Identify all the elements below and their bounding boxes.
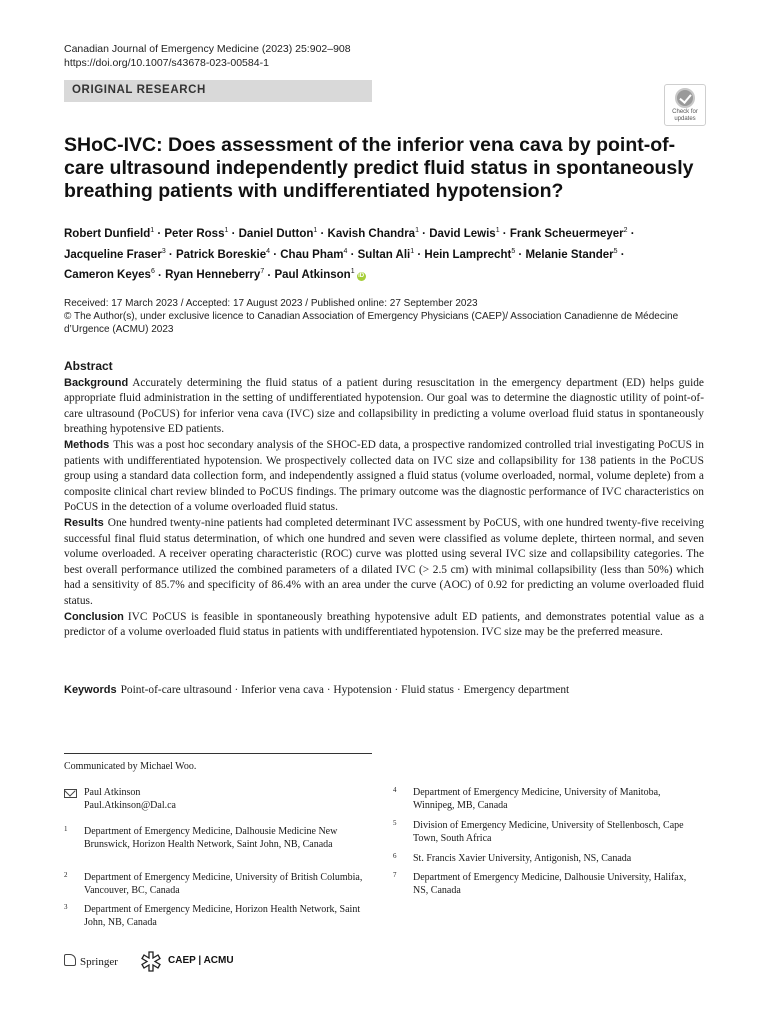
envelope-icon [64, 789, 77, 798]
abstract-heading: Abstract [64, 359, 113, 373]
author[interactable]: Hein Lamprecht$^5$ [424, 247, 516, 261]
keywords-text: Point-of-care ultrasound · Inferior vena cava · Hypotension · Fluid status · Emergency department [120, 684, 570, 696]
check-updates-line-2: updates [674, 116, 696, 122]
article-title: SHoC-IVC: Does assessment of the inferior vena cava by point-of-care ultrasound independently predict fluid status in spontaneously breathing patients with undifferentiated hypotension? [64, 134, 694, 202]
results-heading: Results [64, 516, 104, 529]
affiliation-6: 6 St. Francis Xavier University, Antigonish, NS, Canada [393, 852, 632, 864]
keywords [64, 683, 704, 698]
caep-acmu-label: CAEP | ACMU [168, 955, 234, 966]
author[interactable]: Patrick Boreskie$^4$ [175, 247, 270, 261]
author[interactable]: Cameron Keyes$^6$ [64, 268, 155, 282]
abstract [64, 359, 704, 641]
corresponding-email[interactable]: Paul.Atkinson@Dal.ca [84, 800, 176, 811]
corresponding-name: Paul Atkinson [84, 787, 141, 798]
author[interactable]: David Lewis$^1$ [429, 227, 500, 240]
check-updates-icon [675, 88, 695, 108]
footnote-divider [64, 753, 372, 754]
author[interactable]: Ryan Henneberry$^7$ [165, 268, 265, 282]
corresponding-author [64, 786, 364, 812]
received-line: Received: 17 March 2023 / Accepted: 17 August 2023 / Published online: 27 September 2023 [64, 298, 478, 309]
author[interactable]: Peter Ross$^1$ [164, 227, 229, 240]
check-for-updates-badge[interactable] [664, 84, 706, 126]
author[interactable]: Chau Pham$^4$ [280, 247, 348, 261]
author[interactable]: Robert Dunfield$^1$ [64, 227, 155, 240]
abstract-conclusion: Conclusion IVC PoCUS is feasible in spontaneously breathing hypotensive adult ED patients, and demonstrates potential value as a predictor of a volume overloaded fluid status in patients with undifferentiated hypotension. IVC size may be the preferred measure. [64, 610, 704, 639]
affiliation-2: 2 Department of Emergency Medicine, University of British Columbia, Vancouver, BC, Canada [64, 871, 363, 896]
author[interactable]: Daniel Dutton$^1$ [238, 227, 318, 240]
publication-dates [64, 297, 704, 336]
orcid-icon[interactable]: iD [358, 273, 365, 280]
affiliation-5: 5 Division of Emergency Medicine, University of Stellenbosch, Cape Town, South Africa [393, 819, 684, 844]
caep-star-of-life-icon [136, 950, 166, 972]
journal-line: Canadian Journal of Emergency Medicine (2023) 25:902–908 [64, 43, 351, 55]
communicated-by: Communicated by Michael Woo. [64, 761, 197, 772]
abstract-methods: Methods This was a post hoc secondary analysis of the SHOC-ED data, a prospective randomized controlled trial investigating PoCUS in patients with undifferentiated hypotension. We prospectively collected data on IVC size and collapsibility for 138 patients in the PoCUS group using a standard data collection form, and independently assigned a fluid status (volume overloaded, normal, volume deplete) from a composite clinical chart review blinded to PoCUS findings. The primary outcome was the diagnostic performance of IVC characteristics on PoCUS in the detection of a volume overloaded fluid status. [64, 438, 704, 514]
journal-citation [64, 42, 351, 70]
author[interactable]: Jacqueline Fraser$^3$ [64, 247, 166, 261]
abstract-background: Background Accurately determining the fluid status of a patient during resuscitation in the emergency department (ED) helps guide appropriate fluid administration in the setting of undifferentiated hypotension. Our goal was to determine the diagnostic utility of point-of-care ultrasound (PoCUS) for inferior vena cava (IVC) size and collapsibility in predicting a volume overload fluid status in spontaneously breathing hypotensive ED patients. [64, 376, 704, 436]
check-updates-line-1: Check for [672, 109, 698, 115]
copyright-line: © The Author(s), under exclusive licence to Canadian Association of Emergency Physicians (CAEP)/ Association Canadienne de Médecine d’Urgence (ACMU) 2023 [64, 311, 679, 335]
author-list: Robert Dunfield$^1$ · Peter Ross$^1$ · Daniel Dutton$^1$ · Kavish Chandra$^1$ · David Lewis$^1$ · Frank Scheuermeyer$^2$ · Jacqueline Fraser$^3$ · Patrick Boreskie$^4$ · Chau Pham$^4$ · Sultan Ali$^1$ · Hein Lamprecht$^5$ · Melanie Stander$^5$ · Cameron Keyes$^6$ · Ryan Henneberry$^7$ · Paul Atkinson$^1$iD [64, 227, 635, 282]
author[interactable]: Paul Atkinson$^1$ [274, 268, 355, 282]
author[interactable]: Melanie Stander$^5$ [525, 247, 618, 261]
affiliation-4: 4 Department of Emergency Medicine, University of Manitoba, Winnipeg, MB, Canada [393, 786, 661, 811]
author[interactable]: Frank Scheuermeyer$^2$ [509, 227, 628, 240]
abstract-results: Results One hundred twenty-nine patients had completed determinant IVC assessment by PoCUS, with one hundred twenty-five receiving successful final fluid status determination, of which one hundred and seven were classified as volume deplete, thirteen normal, and seven volume overloaded. A receiver operating characteristic (ROC) curve was plotted using several IVC size and collapsibility categories. The best overall performance utilized the combined parameters of a dilated IVC (> 2.5 cm) with minimal collapsibility (less than 50%) which had a sensitivity of 85.7% and specificity of 86.4% with an area under the curve (AOC) of 0.92 for predicting an volume overloaded fluid status. [64, 516, 704, 607]
author[interactable]: Kavish Chandra$^1$ [327, 227, 419, 240]
background-heading: Background [64, 376, 129, 389]
page-footer [64, 950, 364, 972]
author[interactable]: Sultan Ali$^1$ [357, 247, 415, 261]
section-band [64, 80, 372, 102]
methods-heading: Methods [64, 438, 110, 451]
conclusion-heading: Conclusion [64, 610, 124, 623]
affiliation-1: 1 Department of Emergency Medicine, Dalhousie Medicine New Brunswick, Horizon Health Network, Saint John, NB, Canada [64, 825, 338, 850]
keywords-heading: Keywords [64, 684, 117, 696]
doi-link[interactable]: https://doi.org/10.1007/s43678-023-00584-1 [64, 57, 269, 69]
affiliation-7: 7 Department of Emergency Medicine, Dalhousie University, Halifax, NS, Canada [393, 871, 687, 896]
springer-logo: Springer [64, 954, 118, 968]
affiliation-3: 3 Department of Emergency Medicine, Horizon Health Network, Saint John, NB, Canada [64, 903, 361, 928]
springer-horse-icon [64, 954, 76, 966]
section-label: ORIGINAL RESEARCH [72, 84, 206, 96]
